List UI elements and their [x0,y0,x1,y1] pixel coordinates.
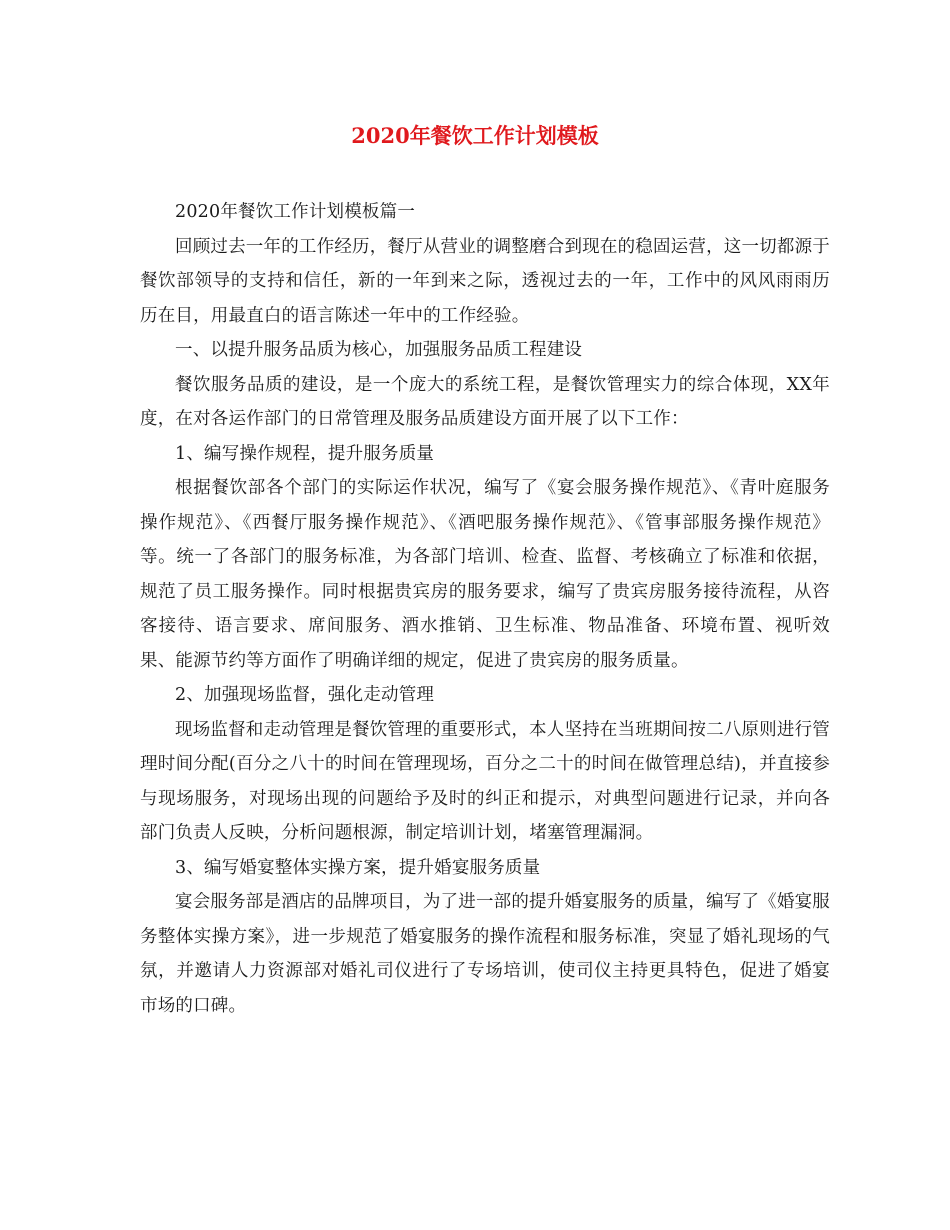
document-body [140,195,830,1023]
body-paragraph: 根据餐饮部各个部门的实际运作状况，编写了《宴会服务操作规范》、《青叶庭服务操作规范》、《西餐厅服务操作规范》、《酒吧服务操作规范》、《管事部服务操作规范》等。统一了各部门的服务标准，为各部门培训、检查、监督、考核确立了标准和依据，规范了员工服务操作。同时根据贵宾房的服务要求，编写了贵宾房服务接待流程，从咨客接待、语言要求、席间服务、酒水推销、卫生标准、物品准备、环境布置、视听效果、能源节约等方面作了明确详细的规定，促进了贵宾房的服务质量。 [140,478,830,671]
body-paragraph: 宴会服务部是酒店的品牌项目，为了进一部的提升婚宴服务的质量，编写了《婚宴服务整体实操方案》，进一步规范了婚宴服务的操作流程和服务标准，突显了婚礼现场的气氛，并邀请人力资源部对婚礼司仪进行了专场培训，使司仪主持更具特色，促进了婚宴市场的口碑。 [140,892,830,1016]
subsection-heading: 一、以提升服务品质为核心，加强服务品质工程建设 [175,340,583,360]
item-heading: 2、加强现场监督，强化走动管理 [175,685,435,705]
body-paragraph: 回顾过去一年的工作经历，餐厅从营业的调整磨合到现在的稳固运营，这一切都源于餐饮部领导的支持和信任，新的一年到来之际，透视过去的一年，工作中的风风雨雨历历在目，用最直白的语言陈述一年中的工作经验。 [140,236,830,326]
section-heading: 2020年餐饮工作计划模板篇一 [175,202,416,222]
item-heading: 1、编写操作规程，提升服务质量 [175,443,435,464]
document-title: 2020年餐饮工作计划模板 [351,123,599,148]
body-paragraph: 餐饮服务品质的建设，是一个庞大的系统工程，是餐饮管理实力的综合体现，XX年度，在对各运作部门的日常管理及服务品质建设方面开展了以下工作： [140,374,830,429]
item-heading: 3、编写婚宴整体实操方案，提升婚宴服务质量 [175,857,541,878]
body-paragraph: 现场监督和走动管理是餐饮管理的重要形式，本人坚持在当班期间按二八原则进行管理时间分配(百分之八十的时间在管理现场，百分之二十的时间在做管理总结)，并直接参与现场服务，对现场出现的问题给予及时的纠正和提示，对典型问题进行记录，并向各部门负责人反映，分析问题根源，制定培训计划，堵塞管理漏洞。 [140,719,830,843]
